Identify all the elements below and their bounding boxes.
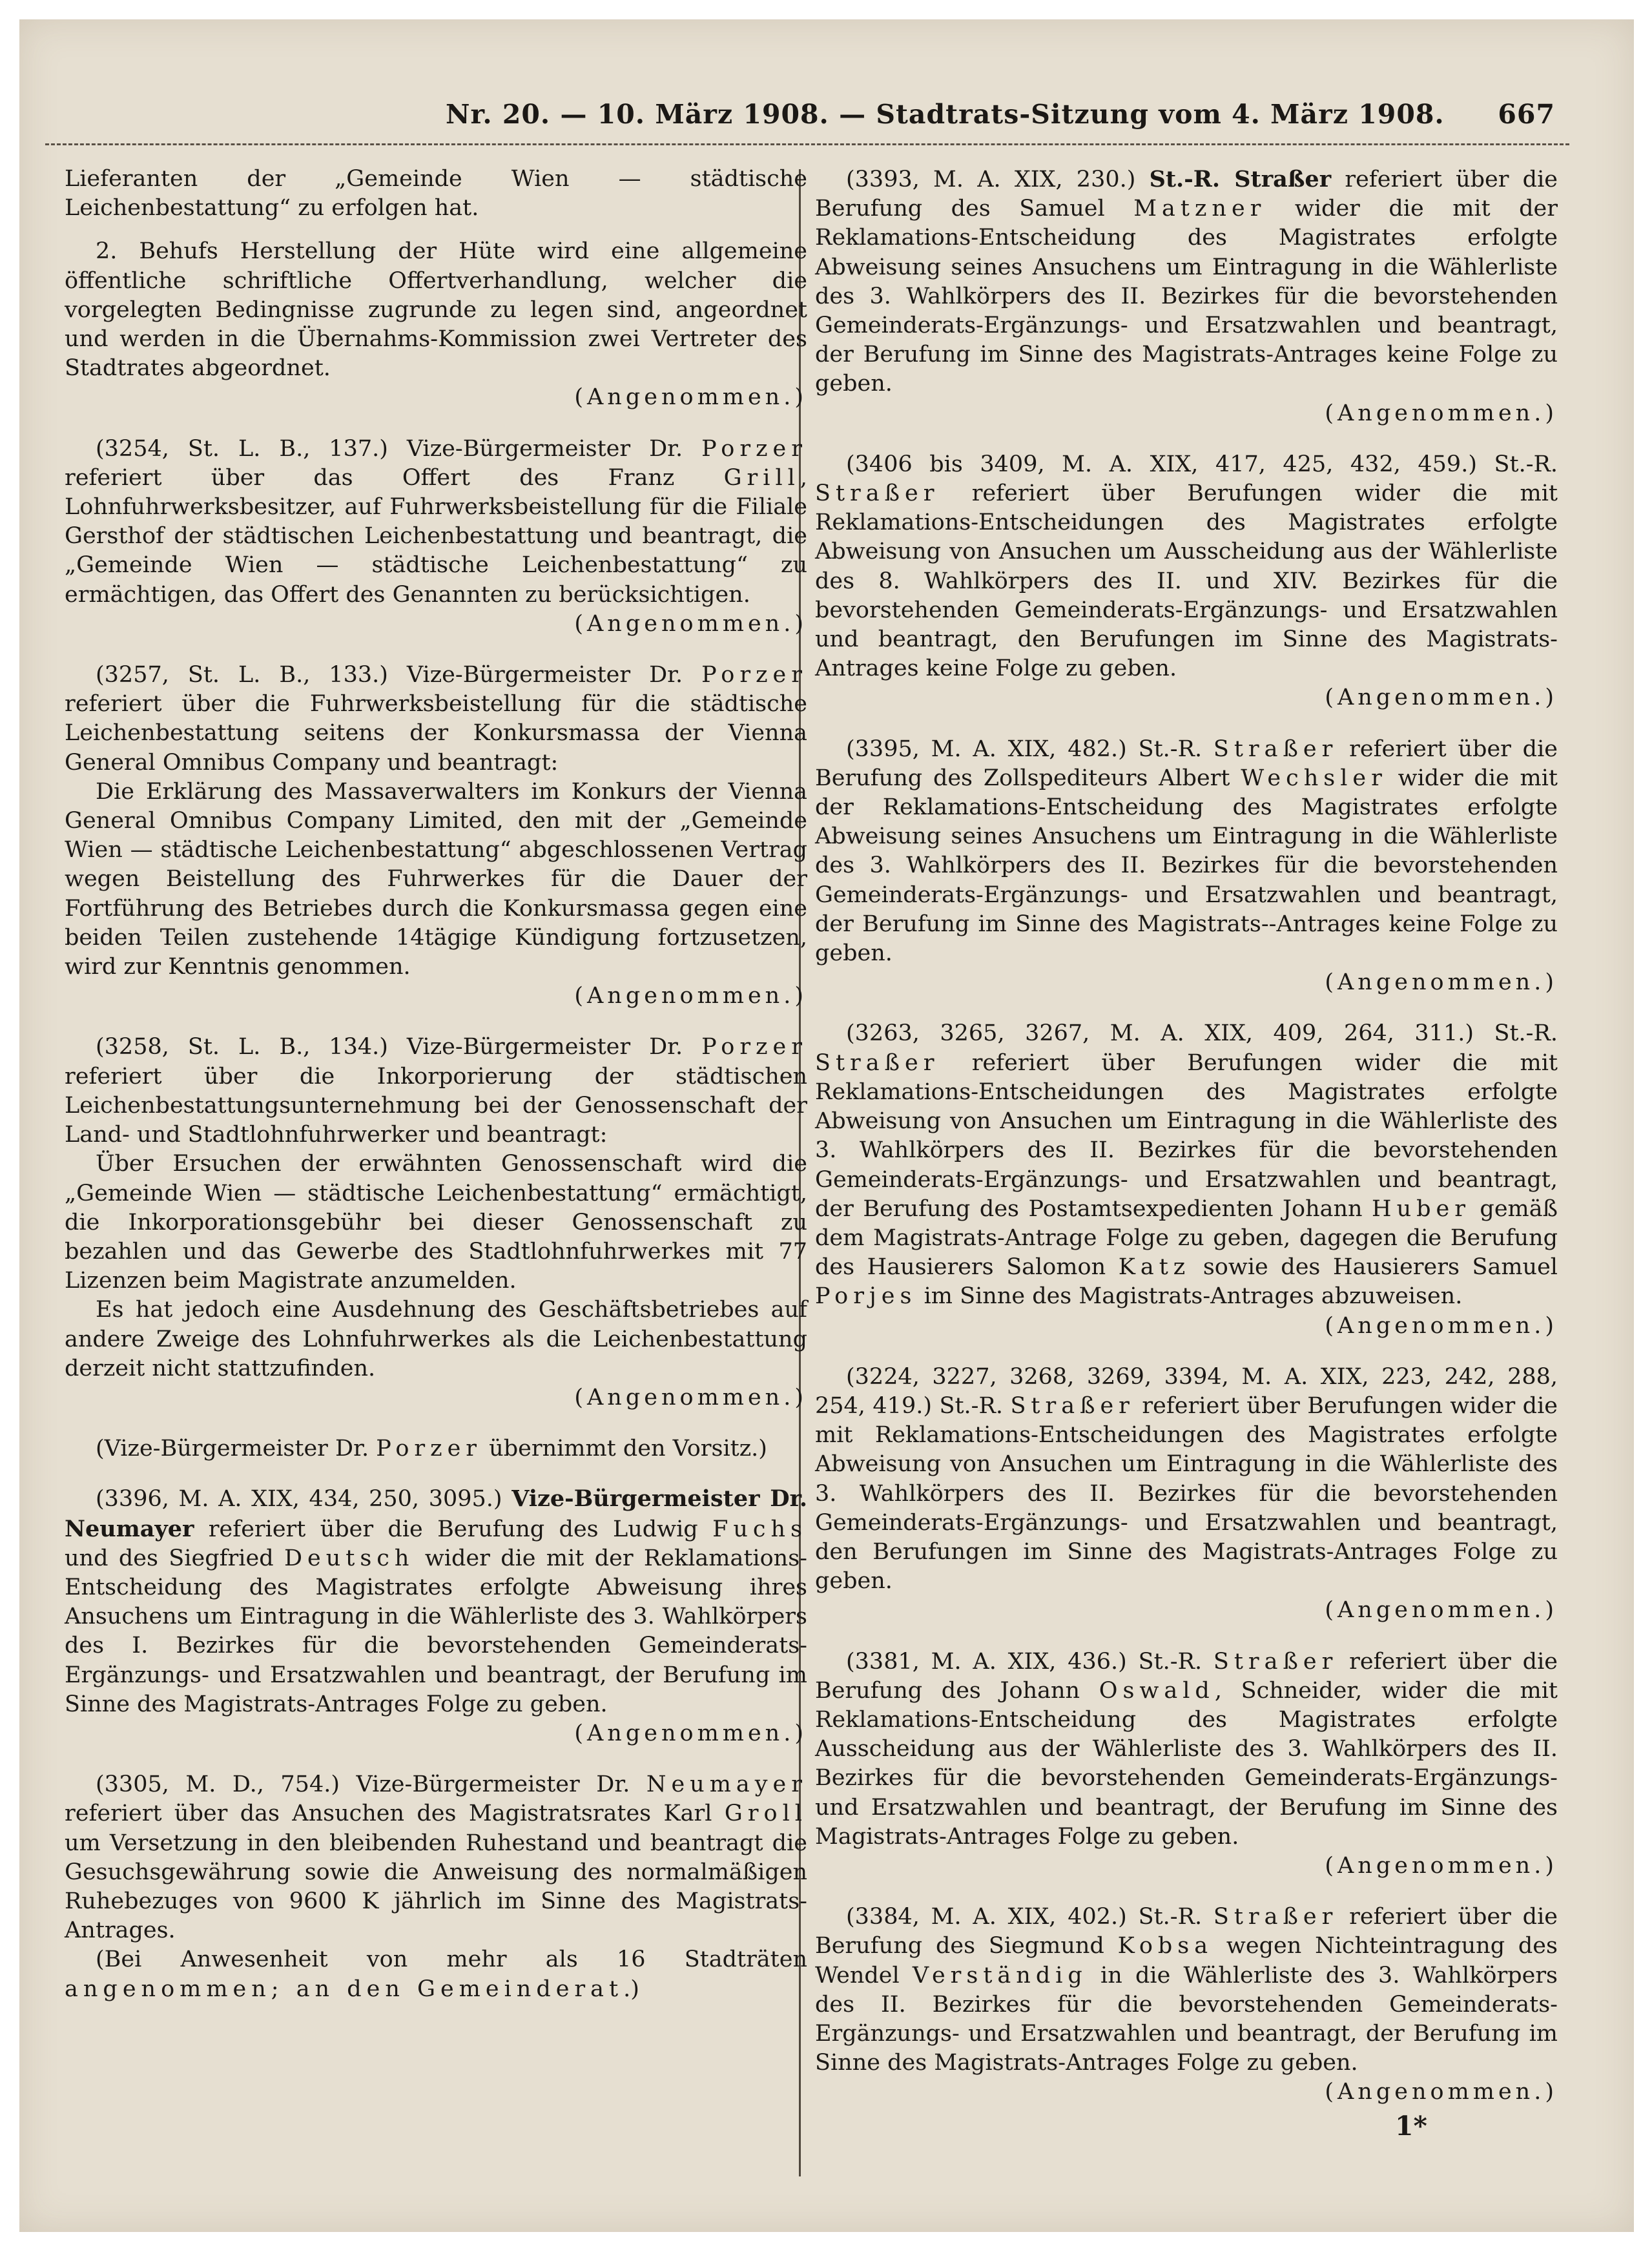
- paragraph: (Bei Anwesenheit von mehr als 16 Stadträten angenommen; an den Gemeinderat.): [65, 1947, 807, 2002]
- paragraph: (3384, M. A. XIX, 402.) St.-R. Straßer referiert über die Berufung des Siegmund Kobsa wegen Nichteintragung des Wendel Verständig in die Wählerliste des 3. Wahlkörpers des II. Bezirkes für die bevorstehenden Gemeinderats-Ergänzungs- und Ersatzwahlen und beantragt, der Berufung im Sinne des Magistrats-Antrages Folge zu geben.: [815, 1904, 1558, 2076]
- verdict-accepted: (Angenommen.): [574, 1720, 807, 1746]
- paragraph: (3406 bis 3409, M. A. XIX, 417, 425, 432, 459.) St.-R. Straßer referiert über Berufungen wider die mit Reklamations-Entscheidungen des Magistrates erfolgte Abweisung von Ansuchen um Ausscheidung aus der Wählerliste des 8. Wahlkörpers des II. und XIV. Bezirkes für die bevorstehenden Gemeinderats-Ergänzungs- und Ersatzwahlen und beantragt, den Berufungen im Sinne des Magistrats-Antrages keine Folge zu geben.: [815, 451, 1558, 682]
- paragraph: 2. Behufs Herstellung der Hüte wird eine allgemeine öffentliche schriftliche Offertverhandlung, welcher die vorgelegten Bedingnisse zugrunde zu legen sind, angeordnet und werden in die Übernahms-Kommission zwei Vertreter des Stadtrates abgeordnet.: [65, 238, 807, 382]
- header-rule: [45, 143, 1569, 145]
- verdict-accepted: (Angenommen.): [1325, 969, 1558, 996]
- verdict-accepted: (Angenommen.): [1325, 2079, 1558, 2105]
- verdict-accepted: (Angenommen.): [1325, 1597, 1558, 1624]
- paragraph: (Vize-Bürgermeister Dr. Porzer übernimmt den Vorsitz.): [96, 1436, 767, 1462]
- paragraph: (3393, M. A. XIX, 230.) St.-R. Straßer referiert über die Berufung des Samuel Matzner wider die mit der Reklamations-Entscheidung des Magistrates erfolgte Abweisung seines Ansuchens um Eintragung in die Wählerliste des 3. Wahlkörpers des II. Bezirkes für die bevorstehenden Gemeinderats-Ergänzungs- und Ersatzwahlen und beantragt, der Berufung im Sinne des Magistrats-Antrages keine Folge zu geben.: [815, 166, 1558, 397]
- left-column: [65, 165, 807, 2004]
- paragraph: (3224, 3227, 3268, 3269, 3394, M. A. XIX, 223, 242, 288, 254, 419.) St.-R. Straßer referiert über Berufungen wider die mit Reklamations-Entscheidungen des Magistrates erfolgte Abweisung von Ansuchen um Eintragung in die Wählerliste des 3. Wahlkörpers des II. Bezirkes für die bevorstehenden Gemeinderats-Ergänzungs- und Ersatzwahlen und beantragt, den Berufungen im Sinne des Magistrats-Antrages Folge zu geben.: [815, 1363, 1558, 1595]
- verdict-accepted: (Angenommen.): [1325, 400, 1558, 426]
- verdict-accepted: (Angenommen.): [1325, 1852, 1558, 1879]
- verdict-accepted: (Angenommen.): [574, 610, 807, 637]
- header-title: Nr. 20. — 10. März 1908. — Stadtrats-Sitzung vom 4. März 1908.: [446, 99, 1445, 130]
- paragraph: (3396, M. A. XIX, 434, 250, 3095.) Vize-Bürgermeister Dr. Neumayer referiert über die Berufung des Ludwig Fuchs und des Siegfried Deutsch wider die mit der Reklamations-Entscheidung des Magistrates erfolgte Abweisung ihres Ansuchens um Eintragung in die Wählerliste des 3. Wahlkörpers des I. Bezirkes für die bevorstehenden Gemeinderats-Ergänzungs- und Ersatzwahlen und beantragt, der Berufung im Sinne des Magistrats-Antrages Folge zu geben.: [65, 1485, 807, 1717]
- running-head: [45, 87, 1569, 132]
- verdict-accepted: (Angenommen.): [574, 1384, 807, 1410]
- paragraph: (3381, M. A. XIX, 436.) St.-R. Straßer referiert über die Berufung des Johann Oswald, Schneider, wider die mit Reklamations-Entscheidung des Magistrates erfolgte Ausscheidung aus der Wählerliste des 3. Wahlkörpers des II. Bezirkes für die bevorstehenden Gemeinderats-Ergänzungs- und Ersatzwahlen und beantragt, der Berufung im Sinne des Magistrats-Antrages Folge zu geben.: [815, 1648, 1558, 1850]
- page-number: 667: [1498, 99, 1555, 130]
- paragraph: Über Ersuchen der erwähnten Genossenschaft wird die „Gemeinde Wien — städtische Leichenbestattung“ ermächtigt, die Inkorporationsgebühr bei dieser Genossenschaft zu bezahlen und das Gewerbe des Stadtlohnfuhrwerkes mit 77 Lizenzen beim Magistrate anzumelden.: [65, 1151, 807, 1294]
- paragraph: (3257, St. L. B., 133.) Vize-Bürgermeister Dr. Porzer referiert über die Fuhrwerksbeistellung für die städtische Leichenbestattung seitens der Konkursmassa der Vienna General Omnibus Company und beantragt:: [65, 662, 807, 776]
- verdict-accepted: (Angenommen.): [1325, 685, 1558, 711]
- paragraph: Lieferanten der „Gemeinde Wien — städtische Leichenbestattung“ zu erfolgen hat.: [65, 166, 807, 222]
- paragraph: Die Erklärung des Massaverwalters im Konkurs der Vienna General Omnibus Company Limited, den mit der „Gemeinde Wien — städtische Leichenbestattung“ abgeschlossenen Vertrag wegen Beistellung des Fuhrwerkes für die Dauer der Fortführung des Betriebes durch die Konkursmassa gegen eine beiden Teilen zustehende 14tägige Kündigung fortzusetzen, wird zur Kenntnis genommen.: [65, 778, 807, 980]
- paragraph: (3258, St. L. B., 134.) Vize-Bürgermeister Dr. Porzer referiert über die Inkorporierung der städtischen Leichenbestattungsunternehmung bei der Genossenschaft der Land- und Stadtlohnfuhrwerker und beantragt:: [65, 1034, 807, 1148]
- paragraph: (3263, 3265, 3267, M. A. XIX, 409, 264, 311.) St.-R. Straßer referiert über Berufungen wider die mit Reklamations-Entscheidungen des Magistrates erfolgte Abweisung von Ansuchen um Eintragung in die Wählerliste des 3. Wahlkörpers des II. Bezirkes für die bevorstehenden Gemeinderats-Ergänzungs- und Ersatzwahlen und beantragt, der Berufung des Postamtsexpedienten Johann Huber gemäß dem Magistrats-Antrage Folge zu geben, dagegen die Berufung des Hausierers Salomon Katz sowie des Hausierers Samuel Porjes im Sinne des Magistrats-Antrages abzuweisen.: [815, 1020, 1558, 1310]
- paragraph: (3395, M. A. XIX, 482.) St.-R. Straßer referiert über die Berufung des Zollspediteurs Albert Wechsler wider die mit der Reklamations-Entscheidung des Magistrates erfolgte Abweisung seines Ansuchens um Eintragung in die Wählerliste des 3. Wahlkörpers des II. Bezirkes für die bevorstehenden Gemeinderats-Ergänzungs- und Ersatzwahlen und beantragt, der Berufung im Sinne des Magistrats--Antrages keine Folge zu geben.: [815, 736, 1558, 967]
- right-column: [815, 165, 1558, 2122]
- verdict-accepted: (Angenommen.): [574, 983, 807, 1009]
- paragraph: (3254, St. L. B., 137.) Vize-Bürgermeister Dr. Porzer referiert über das Offert des Franz Grill, Lohnfuhrwerksbesitzer, auf Fuhrwerksbeistellung für die Filiale Gersthof der städtischen Leichenbestattung und beantragt, die „Gemeinde Wien — städtische Leichenbestattung“ zu ermächtigen, das Offert des Genannten zu berücksichtigen.: [65, 435, 807, 608]
- signature-mark: 1*: [1395, 2111, 1427, 2142]
- verdict-accepted: (Angenommen.): [1325, 1312, 1558, 1339]
- paragraph: (3305, M. D., 754.) Vize-Bürgermeister Dr. Neumayer referiert über das Ansuchen des Magistratsrates Karl Groll um Versetzung in den bleibenden Ruhestand und beantragt die Gesuchsgewährung sowie die Anweisung des normalmäßigen Ruhebezuges von 9600 K jährlich im Sinne des Magistrats-Antrages.: [65, 1772, 807, 1944]
- paragraph: Es hat jedoch eine Ausdehnung des Geschäftsbetriebes auf andere Zweige des Lohnfuhrwerkes als die Leichenbestattung derzeit nicht stattzufinden.: [65, 1297, 807, 1381]
- verdict-accepted: (Angenommen.): [574, 384, 807, 411]
